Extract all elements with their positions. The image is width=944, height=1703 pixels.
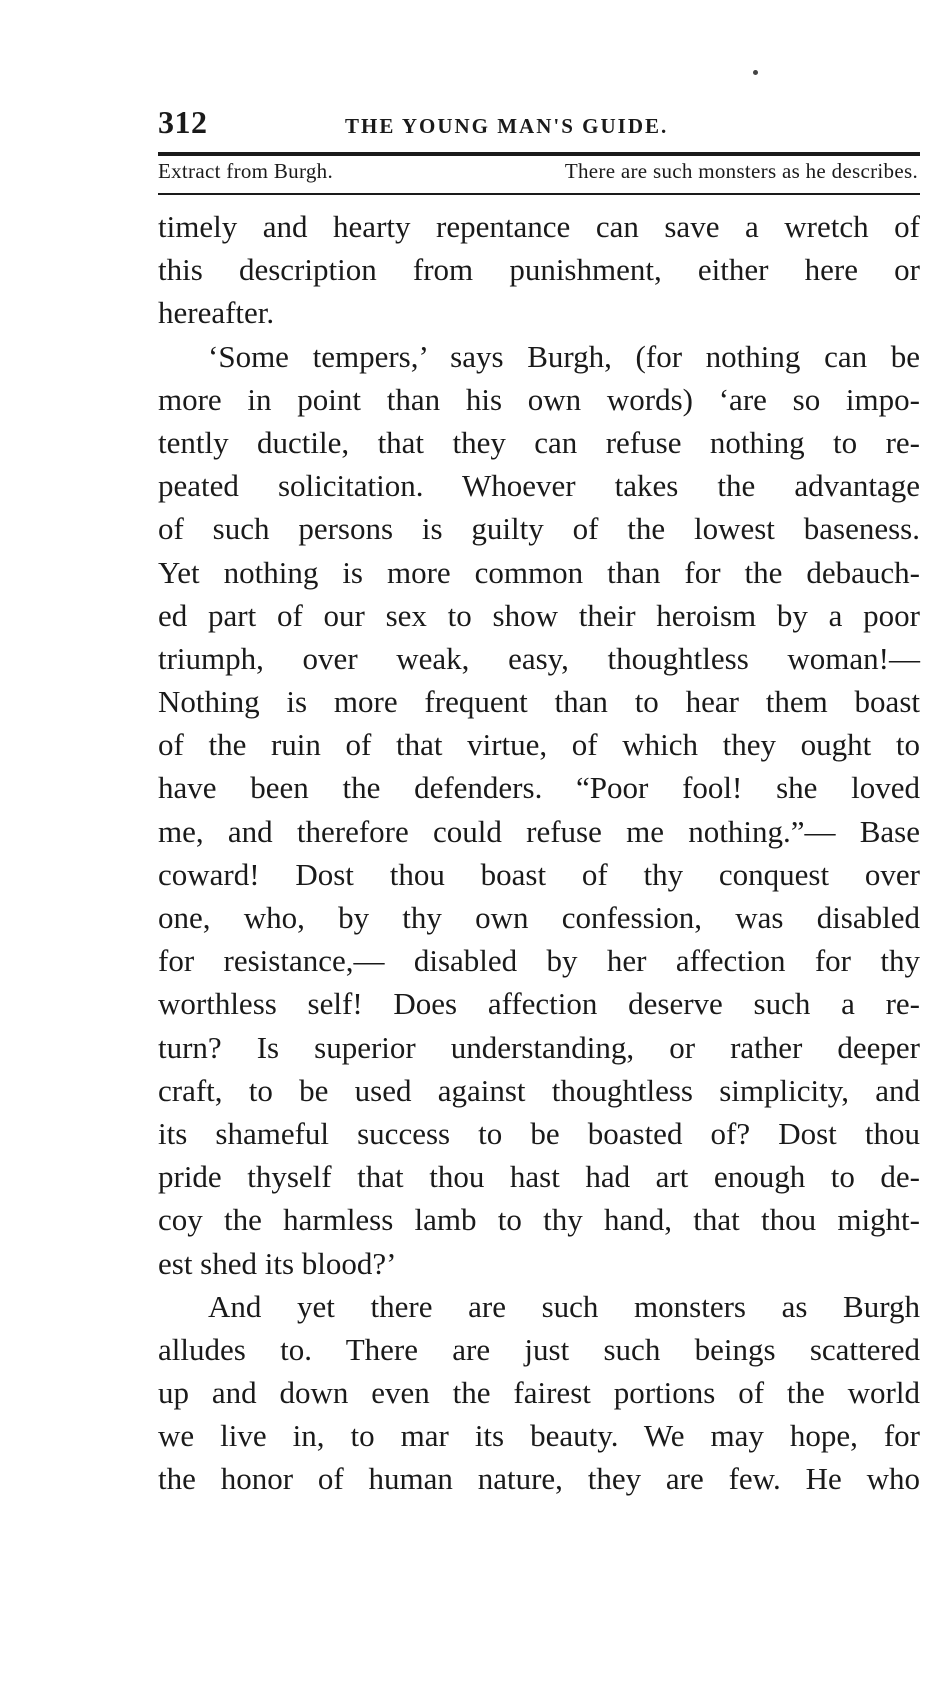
text-line: coy the harmless lamb to thy hand, that thou might- bbox=[158, 1202, 920, 1238]
subhead-left: Extract from Burgh. bbox=[158, 159, 334, 183]
text-line: tently ductile, that they can refuse nothing to re- bbox=[158, 424, 920, 460]
ink-speck bbox=[753, 70, 758, 75]
text-line: ed part of our sex to show their heroism by a poor bbox=[158, 597, 920, 633]
text-line: hereafter. bbox=[158, 295, 275, 331]
header-rule-bottom bbox=[158, 193, 920, 195]
text-line: ‘Some tempers,’ says Burgh, (for nothing can be bbox=[208, 338, 920, 374]
text-line: for resistance,— disabled by her affection for thy bbox=[158, 943, 920, 979]
text-line: And yet there are such monsters as Burgh bbox=[208, 1288, 920, 1324]
text-line: coward! Dost thou boast of thy conquest over bbox=[158, 856, 920, 892]
text-line: one, who, by thy own confession, was disabled bbox=[158, 900, 920, 935]
text-line: alludes to. There are just such beings scattered bbox=[158, 1331, 920, 1367]
text-line: of the ruin of that virtue, of which they ought to bbox=[158, 727, 920, 763]
page-number: 312 bbox=[158, 104, 208, 140]
text-line: peated solicitation. Whoever takes the advantage bbox=[158, 468, 920, 504]
text-line: timely and hearty repentance can save a wretch of bbox=[158, 209, 920, 244]
text-line: this description from punishment, either here or bbox=[158, 252, 920, 288]
text-line: worthless self! Does affection deserve such a re- bbox=[158, 986, 920, 1022]
text-line: Nothing is more frequent than to hear them boast bbox=[158, 684, 920, 720]
subhead-right: There are such monsters as he describes. bbox=[564, 159, 918, 183]
text-line: we live in, to mar its beauty. We may hope, for bbox=[158, 1418, 920, 1454]
text-line: pride thyself that thou hast had art enough to de- bbox=[158, 1159, 920, 1195]
text-line: me, and therefore could refuse me nothing.”— Base bbox=[158, 813, 920, 849]
text-line: more in point than his own words) ‘are so impo- bbox=[158, 381, 920, 417]
text-line: have been the defenders. “Poor fool! she loved bbox=[158, 770, 920, 806]
header-rule-top bbox=[158, 152, 920, 156]
text-line: est shed its blood?’ bbox=[158, 1245, 397, 1281]
text-line: triumph, over weak, easy, thoughtless woman!— bbox=[158, 640, 920, 676]
text-line: up and down even the fairest portions of the world bbox=[158, 1375, 920, 1411]
text-line: the honor of human nature, they are few. He who bbox=[158, 1461, 920, 1497]
text-line: of such persons is guilty of the lowest baseness. bbox=[158, 511, 920, 547]
running-title: THE YOUNG MAN'S GUIDE. bbox=[345, 114, 669, 138]
text-line: its shameful success to be boasted of? Dost thou bbox=[158, 1115, 920, 1151]
body-text bbox=[158, 205, 920, 1501]
text-line: craft, to be used against thoughtless simplicity, and bbox=[158, 1072, 920, 1108]
text-line: Yet nothing is more common than for the debauch- bbox=[158, 554, 920, 590]
text-line: turn? Is superior understanding, or rather deeper bbox=[158, 1029, 920, 1065]
